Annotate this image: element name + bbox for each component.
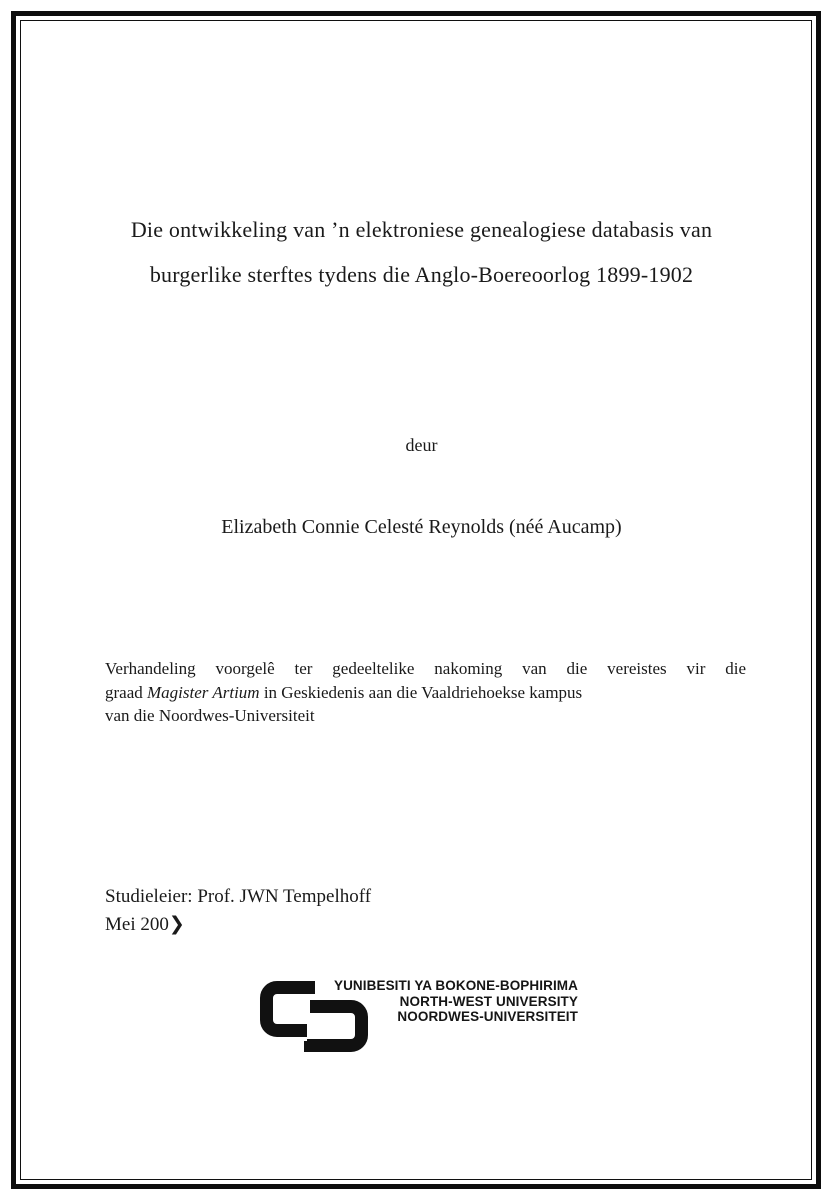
submission-line1: Verhandeling voorgelê ter gedeeltelike nakoming van die vereistes vir die — [105, 659, 746, 678]
university-name-setswana: YUNIBESITI YA BOKONE-BOPHIRIMA — [333, 978, 578, 993]
degree-name: Magister Artium — [147, 682, 260, 702]
submission-line2-suffix: in Geskiedenis aan die Vaaldriehoekse kampus — [259, 682, 583, 702]
university-name-english: NORTH-WEST UNIVERSITY — [399, 993, 578, 1009]
submission-line2 — [105, 681, 746, 705]
submission-line2-prefix: graad — [105, 682, 148, 702]
author-name: Elizabeth Connie Celesté Reynolds (néé Aucamp) — [221, 516, 622, 538]
submission-line3: van die Noordwes-Universiteit — [105, 706, 315, 725]
submission-statement — [105, 657, 746, 728]
date-line: Mei 200❯ — [105, 913, 185, 935]
university-name-afrikaans: NOORDWES-UNIVERSITEIT — [397, 1009, 578, 1024]
supervisor-block — [105, 883, 371, 938]
thesis-title-line2: burgerlike sterftes tydens die Anglo-Boereoorlog 1899-1902 — [149, 262, 694, 287]
thesis-title-line1: Die ontwikkeling van ’n elektroniese genealogiese databasis van — [130, 217, 713, 242]
university-logo-text — [320, 978, 578, 1025]
supervisor-line: Studieleier: Prof. JWN Tempelhoff — [105, 886, 372, 907]
university-logo — [258, 976, 588, 1056]
thesis-title — [12, 207, 831, 297]
byline-label: deur — [405, 435, 438, 455]
